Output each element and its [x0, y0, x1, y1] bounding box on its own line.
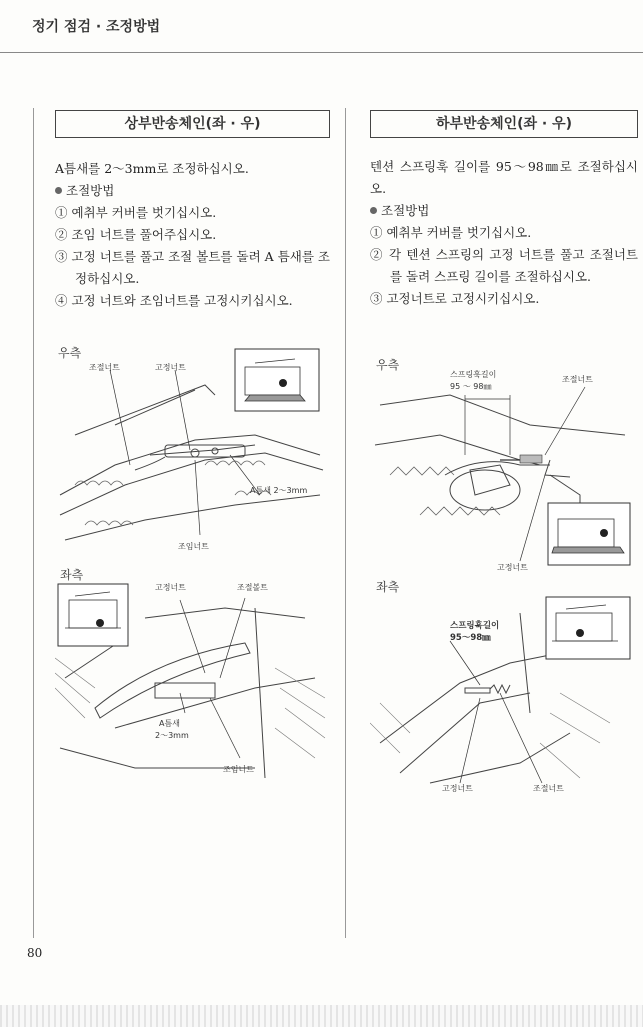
right-method-label [370, 200, 638, 222]
page-header [0, 0, 643, 53]
callout-fix-nut: 고정너트 [497, 563, 528, 572]
upper-chain-right-illustration [55, 345, 330, 560]
right-intro: 텐션 스프링훅 길이를 95～98㎜로 조절하십시오. [370, 159, 638, 196]
left-steps [55, 202, 330, 312]
callout-fix-nut: 고정너트 [442, 784, 473, 793]
left-fig-left-label: 좌측 [60, 568, 84, 582]
right-step: ① 예취부 커버를 벗기십시오. [370, 225, 532, 240]
left-intro: A틈새를 2～3mm로 조정하십시오. [55, 161, 249, 176]
right-method-text: 조절방법 [381, 203, 430, 218]
callout-adjust-nut: 조절너트 [562, 375, 593, 384]
bullet-icon [55, 187, 62, 194]
right-step: ② 각 텐션 스프링의 고정 너트를 풀고 조절너트를 돌려 스프링 길이를 조절하십시오. [370, 247, 638, 284]
lower-chain-right-illustration [370, 365, 635, 575]
scan-edge [0, 1005, 643, 1027]
right-step: ③ 고정너트로 고정시키십시오. [370, 291, 540, 306]
column-divider [345, 108, 346, 938]
callout-spring-len: 스프링훅길이 [450, 370, 497, 379]
callout-fix-nut: 고정너트 [155, 363, 186, 372]
right-fig-right-label: 우측 [376, 358, 400, 372]
callout-tighten-nut: 조임너트 [178, 542, 209, 551]
callout-adjust-nut: 조절너트 [533, 784, 564, 793]
callout-spring-val: 95 ～ 98㎜ [450, 382, 492, 391]
upper-chain-left-illustration [55, 578, 330, 788]
left-step: ② 조임 너트를 풀어주십시오. [55, 227, 217, 242]
callout-gap: A틈새 2～3mm [250, 486, 308, 495]
left-section-title: 상부반송체인(좌 · 우) [55, 110, 330, 138]
right-fig-left-label: 좌측 [376, 580, 400, 594]
right-column [370, 110, 638, 310]
right-steps [370, 222, 638, 310]
header-title: 정기 점검 · 조정방법 [32, 19, 161, 35]
lower-chain-left-illustration [370, 593, 635, 798]
callout-gap-value: 2～3mm [155, 731, 189, 740]
left-column [55, 110, 330, 312]
callout-spring-len: 스프링훅길이 [450, 621, 500, 631]
page-number: 80 [27, 946, 43, 960]
left-fig-right-label: 우측 [58, 346, 82, 360]
callout-fix-nut: 고정너트 [155, 583, 186, 592]
callout-tighten-nut: 조임너트 [223, 765, 254, 774]
left-method-label [55, 180, 330, 202]
right-section-title: 하부반송체인(좌 · 우) [370, 110, 638, 138]
bullet-icon [370, 207, 377, 214]
callout-gap-label: A틈새 [159, 719, 180, 728]
left-rule [33, 108, 34, 938]
left-step: ④ 고정 너트와 조임너트를 고정시키십시오. [55, 293, 293, 308]
left-method-text: 조절방법 [66, 183, 115, 198]
left-step: ③ 고정 너트를 풀고 조절 볼트를 돌려 A 틈새를 조정하십시오. [55, 249, 330, 286]
left-step: ① 예취부 커버를 벗기십시오. [55, 205, 217, 220]
callout-adjust-bolt: 조절볼트 [237, 583, 268, 592]
callout-spring-val: 95～98㎜ [450, 633, 491, 643]
callout-adjust-nut: 조절너트 [89, 363, 120, 372]
